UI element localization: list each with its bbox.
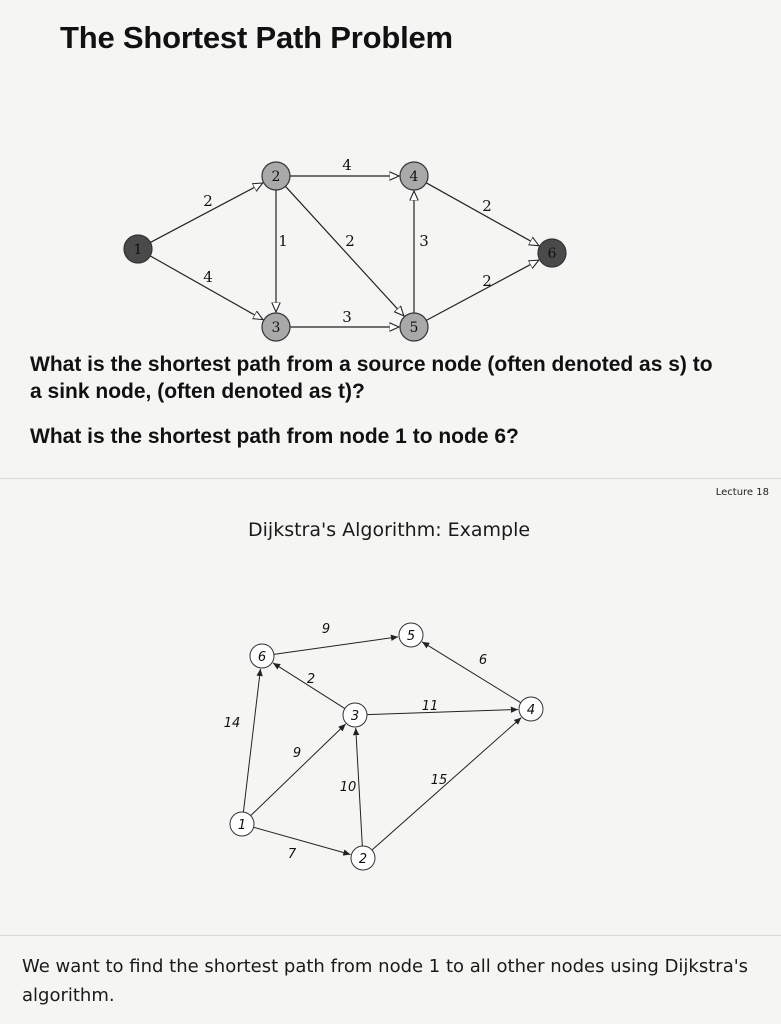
slide-subtitle: Dijkstra's Algorithm: Example [248,519,531,541]
edge-weight-1-2: 2 [203,192,213,210]
dijkstra-edge-weight-6-5: 9 [321,622,331,637]
edge-1-3 [150,256,263,320]
node-label-5: 5 [409,320,419,336]
node-label-4: 4 [409,169,419,185]
dijkstra-node-label-4: 4 [526,703,536,718]
node-label-6: 6 [547,246,557,262]
edge-weight-1-3: 4 [203,268,213,286]
node-1 [124,235,152,263]
node-6 [538,239,566,267]
edge-weight-5-4: 3 [419,232,429,250]
node-2 [262,162,290,190]
question-source-sink: What is the shortest path from a source node (often denoted as s) to a sink node, (often denoted as t)? [30,353,713,403]
explanation-text: We want to find the shortest path from node 1 to all other nodes using Dijkstra's algorithm. [22,956,749,1006]
slide-divider [0,478,781,479]
node-3 [262,313,290,341]
edge-weight-2-4: 4 [342,156,352,174]
dijkstra-node-label-5: 5 [406,629,416,644]
dijkstra-node-label-1: 1 [237,818,247,833]
dijkstra-edge-1-6 [243,669,260,812]
dijkstra-node-6 [250,644,274,668]
lecture-label: Lecture 18 [715,487,769,498]
dijkstra-node-label-2: 2 [358,852,368,867]
dijkstra-edge-weight-2-3: 10 [339,780,357,795]
dijkstra-edge-1-3 [251,724,346,816]
dijkstra-edge-3-4 [367,709,518,714]
dijkstra-edge-weight-1-6: 14 [223,716,241,731]
node-label-1: 1 [133,242,143,258]
bottom-divider [0,935,781,936]
question-node1-node6: What is the shortest path from node 1 to node 6? [30,425,519,448]
dijkstra-edge-weight-4-5: 6 [478,653,488,668]
dijkstra-node-4 [519,697,543,721]
edge-weight-5-6: 2 [482,272,492,290]
edge-2-5 [285,186,403,316]
dijkstra-node-2 [351,846,375,870]
dijkstra-node-5 [399,623,423,647]
edge-weight-4-6: 2 [482,197,492,215]
dijkstra-edge-weight-1-3: 9 [292,746,302,761]
dijkstra-edge-2-3 [356,728,363,846]
node-label-2: 2 [271,169,281,185]
dijkstra-edge-weight-2-4: 15 [430,773,448,788]
node-5 [400,313,428,341]
node-label-3: 3 [271,320,281,336]
dijkstra-node-1 [230,812,254,836]
slide-title: The Shortest Path Problem [60,20,453,55]
dijkstra-node-label-6: 6 [257,650,267,665]
dijkstra-edge-weight-3-4: 11 [421,699,439,714]
dijkstra-edge-weight-1-2: 7 [287,847,297,862]
dijkstra-node-label-3: 3 [350,709,360,724]
dijkstra-node-3 [343,703,367,727]
dijkstra-edge-6-5 [274,637,398,655]
edge-5-6 [426,260,538,320]
dijkstra-edge-4-5 [422,642,521,703]
edge-weight-2-5: 2 [345,232,355,250]
dijkstra-edge-1-2 [254,827,351,854]
node-4 [400,162,428,190]
dijkstra-edge-weight-3-6: 2 [306,672,316,687]
edge-weight-2-3: 1 [278,232,288,250]
edge-weight-3-5: 3 [342,308,352,326]
